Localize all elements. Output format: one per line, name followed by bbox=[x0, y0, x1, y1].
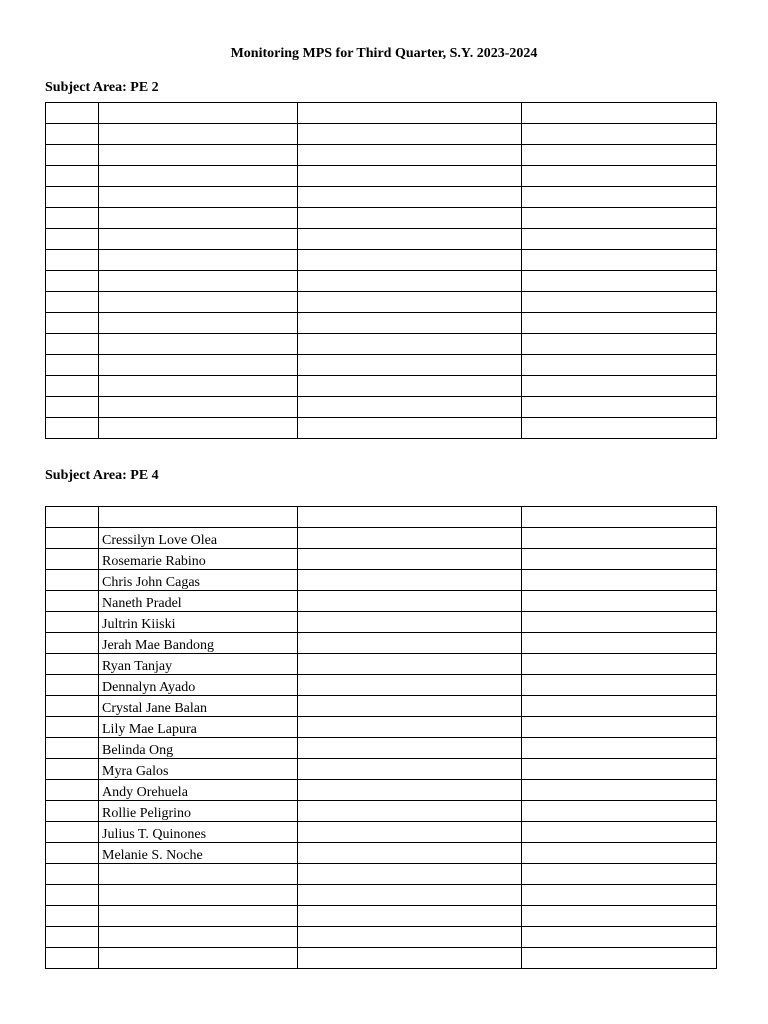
table-row bbox=[46, 654, 717, 675]
table-cell bbox=[522, 612, 717, 633]
table-cell bbox=[46, 355, 99, 376]
table-cell bbox=[522, 948, 717, 969]
table-cell bbox=[298, 187, 522, 208]
table-row bbox=[46, 759, 717, 780]
table-cell bbox=[298, 780, 522, 801]
table-cell bbox=[522, 397, 717, 418]
table-row bbox=[46, 313, 717, 334]
table-row bbox=[46, 103, 717, 124]
table-cell bbox=[298, 313, 522, 334]
table-cell bbox=[298, 208, 522, 229]
name-cell bbox=[99, 250, 298, 271]
name-cell bbox=[99, 376, 298, 397]
table-cell bbox=[522, 654, 717, 675]
table-cell bbox=[46, 654, 99, 675]
table-row bbox=[46, 696, 717, 717]
name-cell: Belinda Ong bbox=[99, 738, 298, 759]
table-cell bbox=[522, 166, 717, 187]
table-row bbox=[46, 250, 717, 271]
table-cell bbox=[298, 948, 522, 969]
table-cell bbox=[298, 927, 522, 948]
table-row bbox=[46, 822, 717, 843]
table-row bbox=[46, 397, 717, 418]
table-cell bbox=[522, 229, 717, 250]
table-row bbox=[46, 948, 717, 969]
table-cell bbox=[46, 292, 99, 313]
table-cell bbox=[46, 418, 99, 439]
table-row bbox=[46, 507, 717, 528]
name-cell bbox=[99, 103, 298, 124]
table-cell bbox=[522, 376, 717, 397]
table-row bbox=[46, 355, 717, 376]
table-cell bbox=[298, 397, 522, 418]
table-row bbox=[46, 229, 717, 250]
name-cell bbox=[99, 271, 298, 292]
table-cell bbox=[46, 271, 99, 292]
table-row bbox=[46, 376, 717, 397]
table-row bbox=[46, 885, 717, 906]
pe4-table-body bbox=[46, 507, 717, 969]
table-cell bbox=[46, 822, 99, 843]
table-cell bbox=[298, 696, 522, 717]
table-row bbox=[46, 145, 717, 166]
name-cell bbox=[99, 313, 298, 334]
table-cell bbox=[46, 528, 99, 549]
table-cell bbox=[298, 633, 522, 654]
table-cell bbox=[46, 927, 99, 948]
table-row bbox=[46, 864, 717, 885]
table-cell bbox=[522, 864, 717, 885]
table-cell bbox=[46, 948, 99, 969]
name-cell: Lily Mae Lapura bbox=[99, 717, 298, 738]
table-cell bbox=[298, 885, 522, 906]
name-cell: Jerah Mae Bandong bbox=[99, 633, 298, 654]
table-row bbox=[46, 528, 717, 549]
table-cell bbox=[298, 675, 522, 696]
table-cell bbox=[522, 208, 717, 229]
table-cell bbox=[298, 229, 522, 250]
name-cell bbox=[99, 166, 298, 187]
table-row bbox=[46, 549, 717, 570]
table-row bbox=[46, 801, 717, 822]
table-row bbox=[46, 271, 717, 292]
table-cell bbox=[46, 780, 99, 801]
table-cell bbox=[46, 885, 99, 906]
name-cell bbox=[99, 885, 298, 906]
table-cell bbox=[298, 355, 522, 376]
table-row bbox=[46, 927, 717, 948]
table-cell bbox=[522, 591, 717, 612]
table-cell bbox=[46, 103, 99, 124]
table-cell bbox=[298, 717, 522, 738]
table-cell bbox=[298, 528, 522, 549]
table-cell bbox=[522, 187, 717, 208]
table-row bbox=[46, 418, 717, 439]
table-cell bbox=[522, 418, 717, 439]
table-cell bbox=[46, 906, 99, 927]
table-cell bbox=[46, 507, 99, 528]
table-cell bbox=[46, 124, 99, 145]
table-cell bbox=[522, 696, 717, 717]
table-cell bbox=[46, 843, 99, 864]
table-cell bbox=[522, 843, 717, 864]
table-cell bbox=[46, 801, 99, 822]
name-cell: Myra Galos bbox=[99, 759, 298, 780]
table-cell bbox=[522, 507, 717, 528]
name-cell bbox=[99, 292, 298, 313]
table-cell bbox=[298, 549, 522, 570]
name-cell: Jultrin Kiiski bbox=[99, 612, 298, 633]
name-cell bbox=[99, 208, 298, 229]
table-cell bbox=[522, 675, 717, 696]
table-cell bbox=[46, 250, 99, 271]
table-cell bbox=[522, 292, 717, 313]
subject-area-pe4-label: Subject Area: PE 4 bbox=[45, 468, 159, 483]
name-cell: Rollie Peligrino bbox=[99, 801, 298, 822]
name-cell bbox=[99, 145, 298, 166]
table-row bbox=[46, 717, 717, 738]
table-cell bbox=[46, 145, 99, 166]
table-cell bbox=[298, 759, 522, 780]
table-cell bbox=[46, 675, 99, 696]
table-cell bbox=[298, 570, 522, 591]
table-cell bbox=[298, 376, 522, 397]
name-cell bbox=[99, 124, 298, 145]
table-cell bbox=[522, 549, 717, 570]
table-cell bbox=[522, 717, 717, 738]
table-cell bbox=[298, 145, 522, 166]
table-cell bbox=[46, 334, 99, 355]
table-cell bbox=[298, 591, 522, 612]
name-cell bbox=[99, 864, 298, 885]
table-cell bbox=[298, 250, 522, 271]
name-cell: Andy Orehuela bbox=[99, 780, 298, 801]
table-cell bbox=[522, 334, 717, 355]
table-cell bbox=[298, 418, 522, 439]
table-cell bbox=[46, 612, 99, 633]
name-cell: Dennalyn Ayado bbox=[99, 675, 298, 696]
name-cell bbox=[99, 906, 298, 927]
table-cell bbox=[46, 397, 99, 418]
table-cell bbox=[522, 271, 717, 292]
table-cell bbox=[46, 633, 99, 654]
name-cell: Chris John Cagas bbox=[99, 570, 298, 591]
table-row bbox=[46, 187, 717, 208]
table-cell bbox=[46, 549, 99, 570]
table-cell bbox=[522, 885, 717, 906]
table-cell bbox=[46, 864, 99, 885]
table-cell bbox=[298, 864, 522, 885]
table-cell bbox=[522, 738, 717, 759]
table-row bbox=[46, 208, 717, 229]
table-cell bbox=[298, 654, 522, 675]
table-cell bbox=[522, 822, 717, 843]
name-cell bbox=[99, 927, 298, 948]
table-cell bbox=[46, 313, 99, 334]
name-cell: Melanie S. Noche bbox=[99, 843, 298, 864]
table-cell bbox=[298, 271, 522, 292]
table-cell bbox=[46, 229, 99, 250]
name-cell bbox=[99, 229, 298, 250]
name-cell bbox=[99, 507, 298, 528]
table-cell bbox=[522, 570, 717, 591]
table-cell bbox=[522, 927, 717, 948]
table-row bbox=[46, 292, 717, 313]
table-row bbox=[46, 633, 717, 654]
name-cell: Naneth Pradel bbox=[99, 591, 298, 612]
pe4-table bbox=[45, 506, 717, 969]
name-cell bbox=[99, 187, 298, 208]
table-cell bbox=[298, 906, 522, 927]
table-cell bbox=[46, 696, 99, 717]
name-cell: Julius T. Quinones bbox=[99, 822, 298, 843]
name-cell: Rosemarie Rabino bbox=[99, 549, 298, 570]
table-cell bbox=[522, 145, 717, 166]
table-row bbox=[46, 906, 717, 927]
table-cell bbox=[522, 313, 717, 334]
table-row bbox=[46, 675, 717, 696]
table-cell bbox=[46, 759, 99, 780]
table-cell bbox=[46, 376, 99, 397]
table-cell bbox=[522, 124, 717, 145]
table-cell bbox=[522, 780, 717, 801]
table-cell bbox=[46, 187, 99, 208]
name-cell bbox=[99, 334, 298, 355]
table-row bbox=[46, 843, 717, 864]
name-cell: Ryan Tanjay bbox=[99, 654, 298, 675]
table-row bbox=[46, 591, 717, 612]
table-cell bbox=[298, 166, 522, 187]
table-row bbox=[46, 570, 717, 591]
table-cell bbox=[298, 292, 522, 313]
name-cell bbox=[99, 355, 298, 376]
table-cell bbox=[298, 507, 522, 528]
name-cell bbox=[99, 418, 298, 439]
table-cell bbox=[46, 166, 99, 187]
table-cell bbox=[298, 334, 522, 355]
pe2-table-body bbox=[46, 103, 717, 439]
table-row bbox=[46, 166, 717, 187]
table-row bbox=[46, 334, 717, 355]
table-cell bbox=[522, 633, 717, 654]
table-row bbox=[46, 612, 717, 633]
table-row bbox=[46, 124, 717, 145]
pe2-table bbox=[45, 102, 717, 439]
table-cell bbox=[522, 355, 717, 376]
table-cell bbox=[298, 124, 522, 145]
table-cell bbox=[298, 103, 522, 124]
table-cell bbox=[298, 738, 522, 759]
table-cell bbox=[46, 738, 99, 759]
table-cell bbox=[46, 591, 99, 612]
table-row bbox=[46, 780, 717, 801]
table-cell bbox=[298, 801, 522, 822]
table-cell bbox=[46, 208, 99, 229]
table-cell bbox=[522, 801, 717, 822]
table-cell bbox=[46, 570, 99, 591]
name-cell bbox=[99, 397, 298, 418]
table-cell bbox=[522, 759, 717, 780]
name-cell bbox=[99, 948, 298, 969]
table-cell bbox=[522, 906, 717, 927]
name-cell: Cressilyn Love Olea bbox=[99, 528, 298, 549]
document-title: Monitoring MPS for Third Quarter, S.Y. 2023-2024 bbox=[230, 46, 538, 61]
subject-area-pe2-label: Subject Area: PE 2 bbox=[45, 80, 159, 95]
table-cell bbox=[522, 103, 717, 124]
table-cell bbox=[522, 528, 717, 549]
table-cell bbox=[298, 843, 522, 864]
table-cell bbox=[298, 822, 522, 843]
table-cell bbox=[298, 612, 522, 633]
table-row bbox=[46, 738, 717, 759]
table-cell bbox=[46, 717, 99, 738]
name-cell: Crystal Jane Balan bbox=[99, 696, 298, 717]
table-cell bbox=[522, 250, 717, 271]
